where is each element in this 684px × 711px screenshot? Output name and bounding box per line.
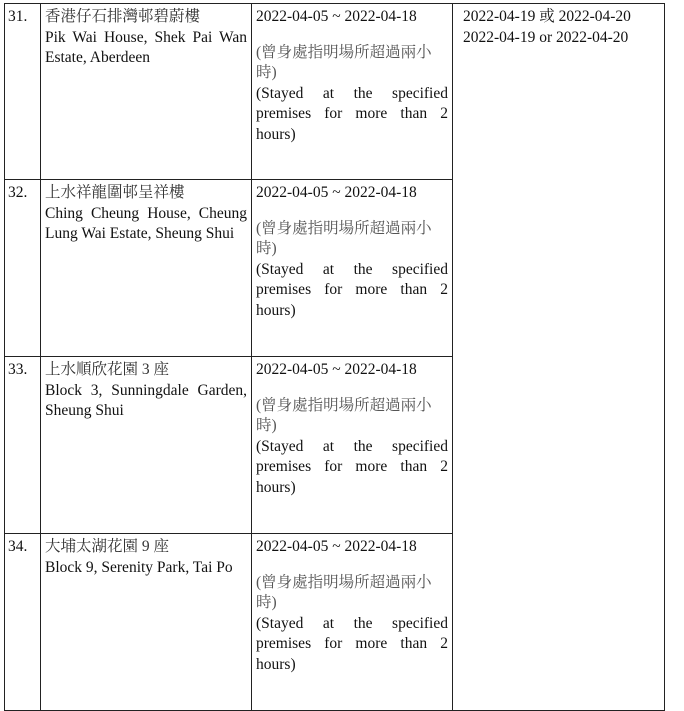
period-note-zh: (曾身處指明場所超過兩小時) — [256, 573, 432, 611]
compulsory-test-dates — [453, 4, 665, 711]
period-dates: 2022-04-05 ~ 2022-04-18 — [256, 361, 417, 378]
premises-name-zh: 上水順欣花園 3 座 — [45, 361, 170, 378]
row-number: 33. — [5, 357, 41, 534]
premises-address — [41, 4, 252, 180]
period-note-zh: (曾身處指明場所超過兩小時) — [256, 43, 432, 81]
premises-name-zh: 大埔太湖花園 9 座 — [45, 538, 170, 555]
premises-address — [41, 534, 252, 711]
premises-address — [41, 180, 252, 357]
period-note-zh: (曾身處指明場所超過兩小時) — [256, 396, 432, 434]
table-row — [5, 4, 665, 180]
row-number: 32. — [5, 180, 41, 357]
period-dates: 2022-04-05 ~ 2022-04-18 — [256, 538, 417, 555]
exposure-period — [252, 534, 453, 711]
exposure-period — [252, 180, 453, 357]
premises-table — [4, 3, 665, 711]
premises-name-zh: 上水祥龍圍邨呈祥樓 — [45, 184, 185, 201]
premises-name-en: Ching Cheung House, Cheung Lung Wai Estate, Sheung Shui — [45, 204, 247, 242]
row-number: 34. — [5, 534, 41, 711]
test-dates-en: 2022-04-19 or 2022-04-20 — [463, 28, 629, 46]
premises-name-en: Pik Wai House, Shek Pai Wan Estate, Aberdeen — [45, 28, 247, 66]
period-note-en: (Stayed at the specified premises for more than 2 hours) — [256, 84, 448, 143]
premises-name-en: Block 9, Serenity Park, Tai Po — [45, 558, 233, 576]
period-note-en: (Stayed at the specified premises for more than 2 hours) — [256, 614, 448, 673]
exposure-period — [252, 357, 453, 534]
exposure-period — [252, 4, 453, 180]
period-note-en: (Stayed at the specified premises for more than 2 hours) — [256, 260, 448, 319]
test-dates-zh: 2022-04-19 或 2022-04-20 — [463, 8, 631, 25]
premises-name-zh: 香港仔石排灣邨碧蔚樓 — [45, 8, 201, 25]
period-note-zh: (曾身處指明場所超過兩小時) — [256, 219, 432, 257]
premises-address — [41, 357, 252, 534]
row-number: 31. — [5, 4, 41, 180]
premises-name-en: Block 3, Sunningdale Garden, Sheung Shui — [45, 381, 247, 419]
period-dates: 2022-04-05 ~ 2022-04-18 — [256, 184, 417, 201]
period-note-en: (Stayed at the specified premises for more than 2 hours) — [256, 437, 448, 496]
period-dates: 2022-04-05 ~ 2022-04-18 — [256, 8, 417, 25]
